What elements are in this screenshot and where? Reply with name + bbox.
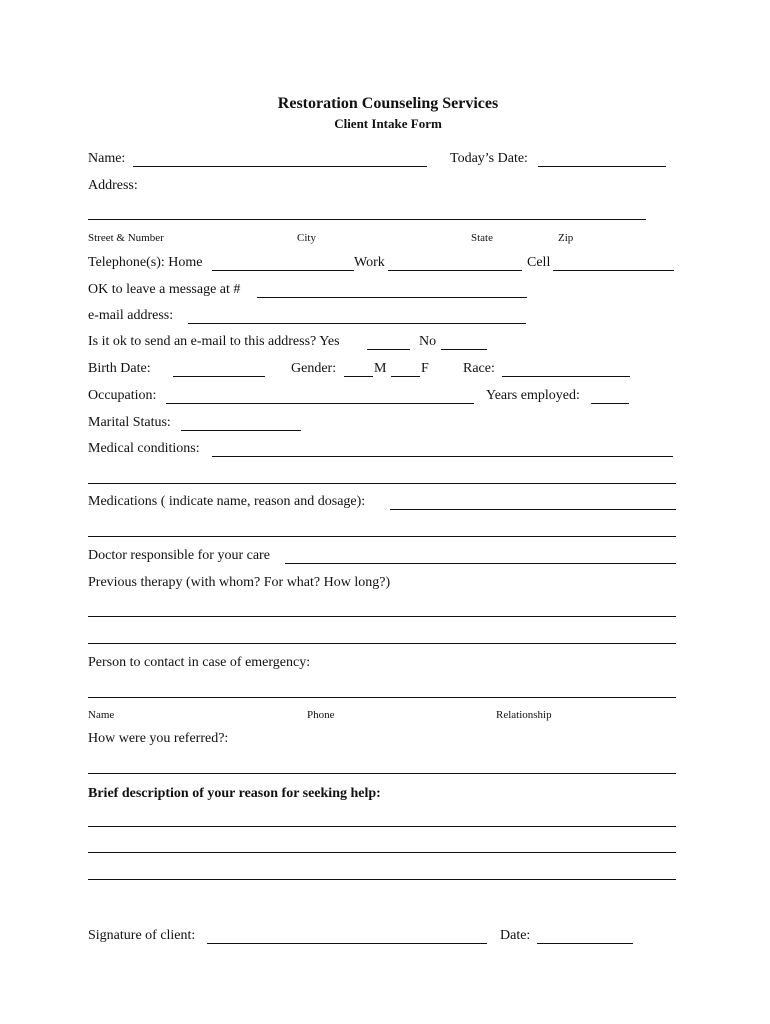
- reason-help-line-3[interactable]: [88, 879, 676, 880]
- telephone-work-line[interactable]: [388, 270, 522, 271]
- date-label: Date:: [500, 928, 531, 943]
- medical-conditions-line[interactable]: [212, 456, 673, 457]
- gender-female-line[interactable]: [391, 376, 420, 377]
- telephone-cell-label: Cell: [527, 255, 551, 270]
- years-employed-label: Years employed:: [486, 388, 580, 403]
- ok-message-label: OK to leave a message at #: [88, 282, 241, 297]
- race-line[interactable]: [502, 376, 630, 377]
- medications-label: Medications ( indicate name, reason and dosage):: [88, 494, 366, 509]
- emergency-name-label: Name: [88, 709, 115, 721]
- gender-male-label: M: [374, 361, 387, 376]
- telephone-home-line[interactable]: [212, 270, 354, 271]
- gender-female-label: F: [421, 361, 429, 376]
- name-label: Name:: [88, 151, 126, 166]
- reason-help-line-1[interactable]: [88, 826, 676, 827]
- medical-conditions-line-2[interactable]: [88, 483, 676, 484]
- gender-label: Gender:: [291, 361, 337, 376]
- marital-status-line[interactable]: [181, 430, 301, 431]
- email-ok-label: Is it ok to send an e-mail to this address? Yes: [88, 334, 340, 349]
- date-line[interactable]: [537, 943, 633, 944]
- doctor-line[interactable]: [285, 563, 676, 564]
- medical-conditions-label: Medical conditions:: [88, 441, 200, 456]
- email-ok-no-line[interactable]: [441, 349, 487, 350]
- name-line[interactable]: [133, 166, 427, 167]
- reason-help-label: Brief description of your reason for seeking help:: [88, 786, 381, 801]
- doctor-label: Doctor responsible for your care: [88, 548, 270, 563]
- birth-date-line[interactable]: [173, 376, 265, 377]
- form-title: Restoration Counseling Services: [277, 95, 499, 112]
- ok-message-line[interactable]: [257, 297, 527, 298]
- marital-status-label: Marital Status:: [88, 415, 171, 430]
- telephone-work-label: Work: [354, 255, 385, 270]
- previous-therapy-label: Previous therapy (with whom? For what? How long?): [88, 575, 391, 590]
- previous-therapy-line-1[interactable]: [88, 616, 676, 617]
- telephone-home-label: Telephone(s): Home: [88, 255, 203, 270]
- emergency-contact-label: Person to contact in case of emergency:: [88, 655, 311, 670]
- birth-date-label: Birth Date:: [88, 361, 151, 376]
- zip-label: Zip: [558, 232, 574, 244]
- email-line[interactable]: [188, 323, 526, 324]
- medications-line[interactable]: [390, 509, 676, 510]
- gender-male-line[interactable]: [344, 376, 373, 377]
- occupation-label: Occupation:: [88, 388, 157, 403]
- todays-date-line[interactable]: [538, 166, 666, 167]
- occupation-line[interactable]: [166, 403, 474, 404]
- emergency-contact-line[interactable]: [88, 697, 676, 698]
- email-ok-yes-line[interactable]: [367, 349, 410, 350]
- years-employed-line[interactable]: [591, 403, 629, 404]
- email-label: e-mail address:: [88, 308, 174, 323]
- email-ok-no-label: No: [419, 334, 437, 349]
- city-label: City: [297, 232, 316, 244]
- todays-date-label: Today’s Date:: [450, 151, 528, 166]
- telephone-cell-line[interactable]: [553, 270, 674, 271]
- reason-help-line-2[interactable]: [88, 852, 676, 853]
- race-label: Race:: [463, 361, 495, 376]
- referred-label: How were you referred?:: [88, 731, 229, 746]
- medications-line-2[interactable]: [88, 536, 676, 537]
- street-number-label: Street & Number: [88, 232, 164, 244]
- form-subtitle: Client Intake Form: [334, 116, 442, 131]
- previous-therapy-line-2[interactable]: [88, 643, 676, 644]
- address-label: Address:: [88, 178, 138, 193]
- signature-label: Signature of client:: [88, 928, 196, 943]
- emergency-relationship-label: Relationship: [496, 709, 552, 721]
- referred-line[interactable]: [88, 773, 676, 774]
- address-line[interactable]: [88, 219, 646, 220]
- state-label: State: [471, 232, 493, 244]
- emergency-phone-label: Phone: [307, 709, 335, 721]
- signature-line[interactable]: [207, 943, 487, 944]
